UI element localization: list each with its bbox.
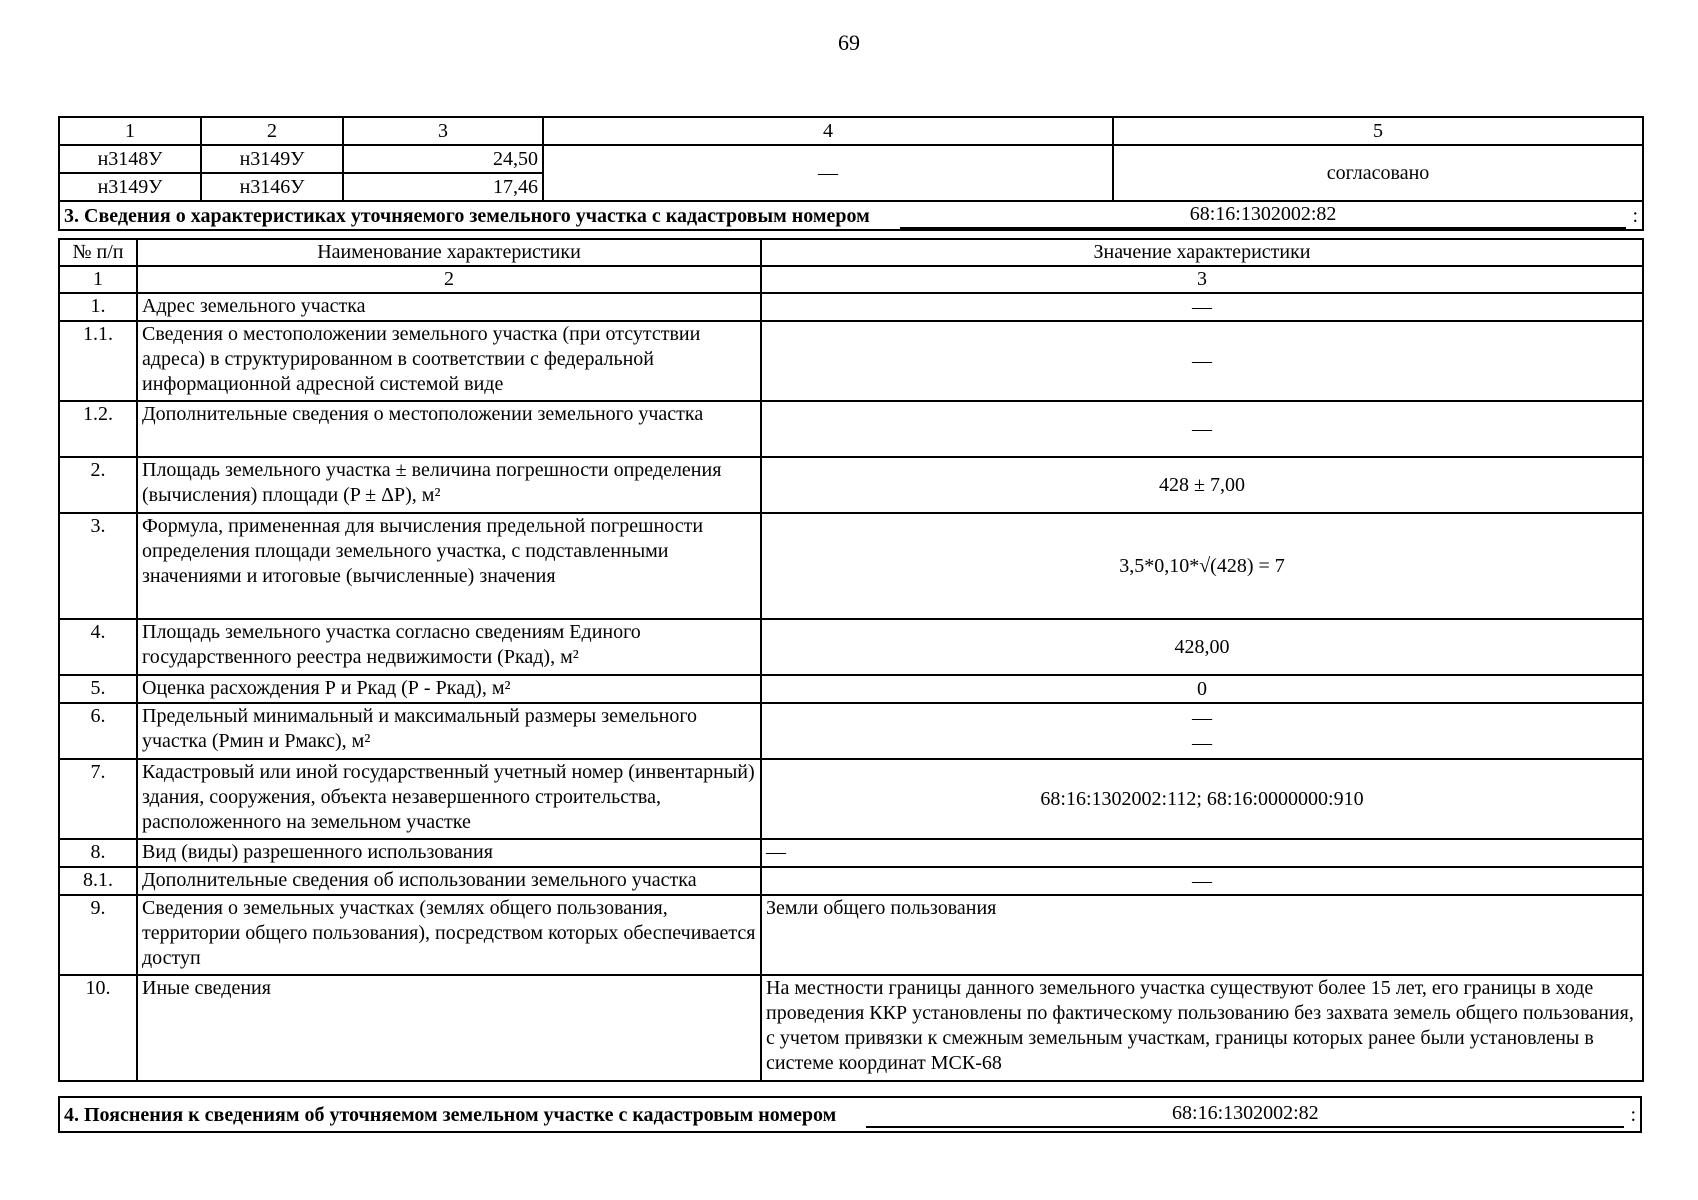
row-value: 68:16:1302002:112; 68:16:0000000:910 xyxy=(761,759,1643,839)
section3-heading-row xyxy=(59,201,1643,230)
section4-cadastral-number: 68:16:1302002:82 xyxy=(866,1101,1624,1128)
row-number: 6. xyxy=(59,703,137,759)
row-value: — xyxy=(761,321,1643,401)
points-col5-value: согласовано xyxy=(1113,145,1643,201)
table-row xyxy=(59,293,1643,321)
row-value xyxy=(761,703,1643,759)
row-name: Оценка расхождения Р и Ркад (Р - Ркад), м² xyxy=(137,675,761,703)
row-number: 2. xyxy=(59,457,137,513)
segment-length: 24,50 xyxy=(343,145,543,173)
row-value: 0 xyxy=(761,675,1643,703)
table-row xyxy=(59,867,1643,895)
points-table xyxy=(58,116,1644,231)
section4-title: 4. Пояснения к сведениям об уточняемом земельном участке с кадастровым номером xyxy=(64,1104,837,1126)
col-header-number: № п/п xyxy=(59,239,137,266)
row-name: Предельный минимальный и максимальный размеры земельного участка (Рмин и Рмакс), м² xyxy=(137,703,761,759)
row-number: 4. xyxy=(59,619,137,675)
row-number: 9. xyxy=(59,895,137,975)
row-number: 1. xyxy=(59,293,137,321)
point-to: н3146У xyxy=(201,173,343,201)
row-value: — xyxy=(761,401,1643,457)
characteristics-header-numbers-row xyxy=(59,266,1643,293)
section3-cadastral-number: 68:16:1302002:82 xyxy=(900,202,1627,229)
row-number: 10. xyxy=(59,975,137,1081)
row-value: 3,5*0,10*√(428) = 7 xyxy=(761,513,1643,619)
row-name: Сведения о местоположении земельного участка (при отсутствии адреса) в структурированном в соответствии с федеральной информационной адресной системой виде xyxy=(137,321,761,401)
row-name: Дополнительные сведения о местоположении земельного участка xyxy=(137,401,761,457)
row-name: Кадастровый или иной государственный учетный номер (инвентарный) здания, сооружения, объекта незавершенного строительства, расположенного на земельном участке xyxy=(137,759,761,839)
row-name: Площадь земельного участка согласно сведениям Единого государственного реестра недвижимости (Ркад), м² xyxy=(137,619,761,675)
row-number: 1.1. xyxy=(59,321,137,401)
table-row xyxy=(59,457,1643,513)
table-row xyxy=(59,759,1643,839)
row-name: Формула, примененная для вычисления предельной погрешности определения площади земельного участка, с подставленными значениями и итоговые (вычисленные) значения xyxy=(137,513,761,619)
row-number: 3. xyxy=(59,513,137,619)
row-number: 8. xyxy=(59,839,137,867)
table-row xyxy=(59,619,1643,675)
col-number-label: 2 xyxy=(137,266,761,293)
points-col-header: 4 xyxy=(543,117,1113,145)
row-name: Вид (виды) разрешенного использования xyxy=(137,839,761,867)
characteristics-header-row xyxy=(59,239,1643,266)
row-name: Сведения о земельных участках (землях общего пользования, территории общего пользования), посредством которых обеспечивается доступ xyxy=(137,895,761,975)
section4-colon: : xyxy=(1630,1104,1636,1126)
section3-title: 3. Сведения о характеристиках уточняемого земельного участка с кадастровым номером xyxy=(64,205,870,227)
col-header-value: Значение характеристики xyxy=(761,239,1643,266)
table-row xyxy=(59,895,1643,975)
points-col4-value: — xyxy=(543,145,1113,201)
table-row xyxy=(59,975,1643,1081)
section4-table xyxy=(58,1096,1642,1133)
row-value: 428 ± 7,00 xyxy=(761,457,1643,513)
table-row xyxy=(59,401,1643,457)
col-number-label: 3 xyxy=(761,266,1643,293)
row-value: — xyxy=(761,839,1643,867)
section4-heading-row xyxy=(59,1097,1641,1132)
point-from: н3149У xyxy=(59,173,201,201)
row-number: 8.1. xyxy=(59,867,137,895)
point-to: н3149У xyxy=(201,145,343,173)
section4-heading xyxy=(59,1097,1641,1132)
segment-length: 17,46 xyxy=(343,173,543,201)
row-value: — xyxy=(761,867,1643,895)
min-size-value: — xyxy=(1192,707,1212,729)
points-col-header: 2 xyxy=(201,117,343,145)
row-value: 428,00 xyxy=(761,619,1643,675)
col-number-label: 1 xyxy=(59,266,137,293)
characteristics-table xyxy=(58,238,1644,1082)
max-size-value: — xyxy=(1192,732,1212,754)
row-value: Земли общего пользования xyxy=(761,895,1643,975)
col-header-name: Наименование характеристики xyxy=(137,239,761,266)
table-row xyxy=(59,675,1643,703)
points-col-header: 5 xyxy=(1113,117,1643,145)
row-name: Площадь земельного участка ± величина погрешности определения (вычисления) площади (P ± ΔP), м² xyxy=(137,457,761,513)
table-row xyxy=(59,513,1643,619)
table-row xyxy=(59,145,1643,173)
table-row xyxy=(59,839,1643,867)
point-from: н3148У xyxy=(59,145,201,173)
row-name: Адрес земельного участка xyxy=(137,293,761,321)
table-row xyxy=(59,321,1643,401)
points-header-row xyxy=(59,117,1643,145)
row-name: Дополнительные сведения об использовании земельного участка xyxy=(137,867,761,895)
row-number: 5. xyxy=(59,675,137,703)
row-value: На местности границы данного земельного участка существуют более 15 лет, его границы в ходе проведения ККР установлены по фактическому пользованию без захвата земель общего пользования, с учетом привязки к смежным земельным участкам, границы которых ранее были установлены в системе координат МСК-68 xyxy=(761,975,1643,1081)
page-number: 69 xyxy=(838,30,860,55)
row-name: Иные сведения xyxy=(137,975,761,1081)
section3-heading xyxy=(59,201,1643,230)
row-value: — xyxy=(761,293,1643,321)
points-col-header: 1 xyxy=(59,117,201,145)
table-row xyxy=(59,703,1643,759)
points-col-header: 3 xyxy=(343,117,543,145)
row-number: 1.2. xyxy=(59,401,137,457)
section3-colon: : xyxy=(1632,205,1638,227)
row-number: 7. xyxy=(59,759,137,839)
